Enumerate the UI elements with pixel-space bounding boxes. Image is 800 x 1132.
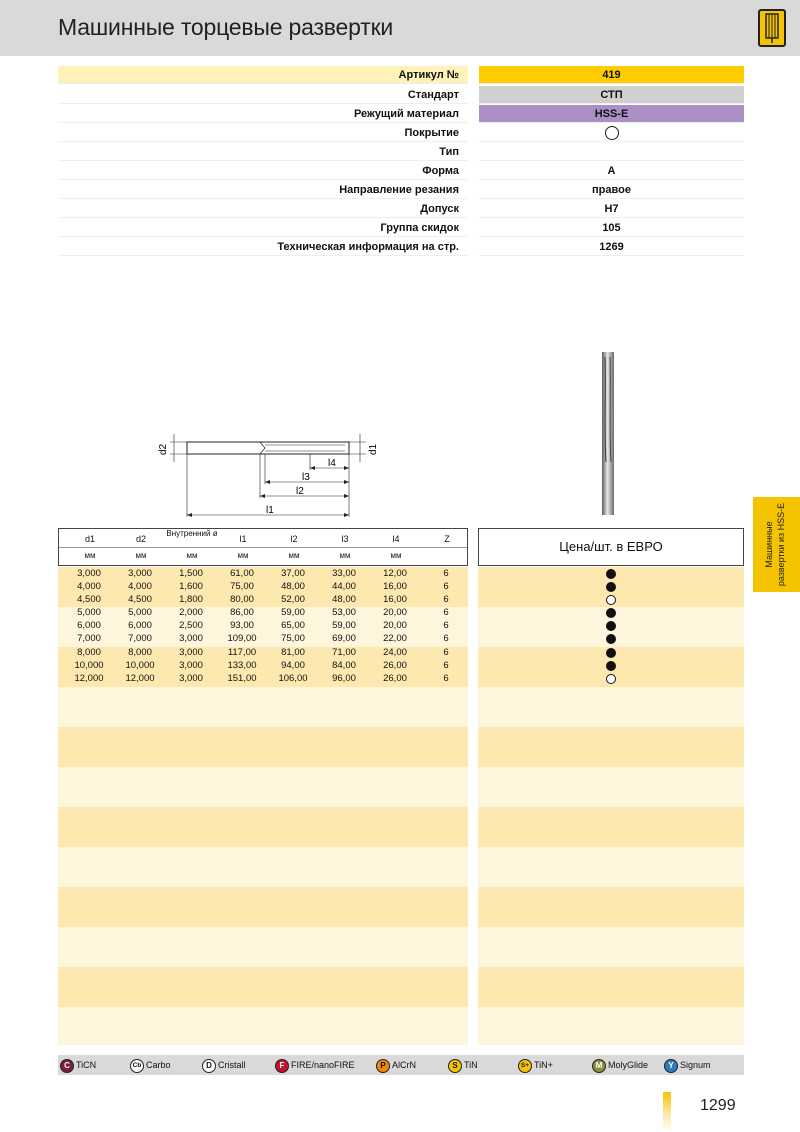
table-cell: 44,00 bbox=[332, 581, 356, 592]
table-cell: 4,500 bbox=[77, 594, 101, 605]
table-cell: 3,000 bbox=[179, 673, 203, 684]
table-cell: 3,000 bbox=[179, 633, 203, 644]
spec-row bbox=[58, 181, 744, 200]
section-tab bbox=[753, 497, 800, 592]
availability-filled-icon bbox=[606, 661, 616, 671]
legend-label: TiCN bbox=[76, 1060, 97, 1070]
coating-badge-icon: M bbox=[592, 1059, 606, 1073]
table-cell: 133,00 bbox=[227, 660, 257, 671]
spec-row bbox=[58, 143, 744, 162]
spec-value bbox=[479, 143, 744, 161]
price-band bbox=[478, 1007, 744, 1045]
spec-label: Тип bbox=[58, 143, 468, 161]
table-cell: 48,00 bbox=[281, 581, 305, 592]
availability-filled-icon bbox=[606, 634, 616, 644]
spec-label: Покрытие bbox=[58, 124, 468, 142]
table-cell: 1,800 bbox=[179, 594, 203, 605]
column-unit: мм bbox=[339, 551, 351, 560]
reamer-icon bbox=[758, 9, 786, 47]
table-band bbox=[58, 847, 468, 887]
table-cell: 48,00 bbox=[332, 594, 356, 605]
column-unit: мм bbox=[288, 551, 300, 560]
table-cell: 80,00 bbox=[230, 594, 254, 605]
price-band bbox=[478, 687, 744, 727]
legend-item bbox=[448, 1058, 478, 1073]
table-cell: 2,000 bbox=[179, 607, 203, 618]
table-cell: 59,00 bbox=[281, 607, 305, 618]
table-cell: 20,00 bbox=[383, 607, 407, 618]
table-cell: 84,00 bbox=[332, 660, 356, 671]
table-cell: 65,00 bbox=[281, 620, 305, 631]
coating-badge-icon: S bbox=[448, 1059, 462, 1073]
spec-label: Допуск bbox=[58, 200, 468, 218]
legend-label: Cristall bbox=[218, 1060, 246, 1070]
coating-badge-icon: C bbox=[60, 1059, 74, 1073]
availability-filled-icon bbox=[606, 648, 616, 658]
table-band bbox=[58, 807, 468, 847]
table-cell: 151,00 bbox=[227, 673, 257, 684]
table-band bbox=[58, 927, 468, 967]
table-cell: 5,000 bbox=[77, 607, 101, 618]
price-band bbox=[478, 767, 744, 807]
table-cell: 4,500 bbox=[128, 594, 152, 605]
table-cell: 12,000 bbox=[125, 673, 155, 684]
legend-item bbox=[518, 1058, 553, 1073]
legend-item bbox=[376, 1058, 416, 1073]
table-cell: 6 bbox=[443, 620, 449, 631]
column-header: d2 bbox=[135, 534, 146, 544]
column-header: l1 bbox=[239, 534, 247, 544]
table-cell: 75,00 bbox=[230, 581, 254, 592]
price-band bbox=[478, 967, 744, 1007]
dim-label-l1: l1 bbox=[266, 505, 274, 516]
table-band bbox=[58, 687, 468, 727]
table-cell: 53,00 bbox=[332, 607, 356, 618]
spec-label: Направление резания bbox=[58, 181, 468, 199]
table-cell: 16,00 bbox=[383, 581, 407, 592]
table-cell: 6 bbox=[443, 647, 449, 658]
table-cell: 33,00 bbox=[332, 568, 356, 579]
spec-value: правое bbox=[479, 181, 744, 199]
spec-row bbox=[58, 66, 744, 85]
empty-circle-icon bbox=[605, 126, 619, 140]
dim-label-d1: d1 bbox=[368, 443, 379, 455]
coating-badge-icon: F bbox=[275, 1059, 289, 1073]
spec-row bbox=[58, 219, 744, 238]
table-cell: 16,00 bbox=[383, 594, 407, 605]
table-cell: 69,00 bbox=[332, 633, 356, 644]
spec-label: Техническая информация на стр. bbox=[58, 238, 468, 256]
table-cell: 7,000 bbox=[128, 633, 152, 644]
column-unit: мм bbox=[237, 551, 249, 560]
table-cell: 106,00 bbox=[278, 673, 308, 684]
column-header: d1 bbox=[84, 534, 95, 544]
table-cell: 8,000 bbox=[128, 647, 152, 658]
table-cell: 1,600 bbox=[179, 581, 203, 592]
column-unit: мм bbox=[390, 551, 402, 560]
price-band bbox=[478, 807, 744, 847]
price-header: Цена/шт. в ЕВРО bbox=[478, 528, 744, 566]
table-cell: 61,00 bbox=[230, 568, 254, 579]
table-cell: 6 bbox=[443, 607, 449, 618]
page-header bbox=[0, 0, 800, 56]
coating-badge-icon: D bbox=[202, 1059, 216, 1073]
dim-label-d2: d2 bbox=[158, 443, 169, 455]
spec-value: 105 bbox=[479, 219, 744, 237]
table-cell: 3,000 bbox=[179, 647, 203, 658]
table-cell: 6 bbox=[443, 581, 449, 592]
table-cell: 6 bbox=[443, 568, 449, 579]
legend-item bbox=[592, 1058, 648, 1073]
table-cell: 4,000 bbox=[77, 581, 101, 592]
legend-label: TiN+ bbox=[534, 1060, 553, 1070]
spec-value: A bbox=[479, 162, 744, 180]
table-cell: 109,00 bbox=[227, 633, 257, 644]
column-unit: мм bbox=[84, 551, 96, 560]
legend-label: Carbo bbox=[146, 1060, 171, 1070]
legend-item bbox=[275, 1058, 355, 1073]
legend-item bbox=[202, 1058, 246, 1073]
spec-label: Режущий материал bbox=[58, 105, 468, 123]
section-tab-line1: Машинные bbox=[764, 521, 774, 568]
table-cell: 37,00 bbox=[281, 568, 305, 579]
spec-label: Группа скидок bbox=[58, 219, 468, 237]
spec-row bbox=[58, 200, 744, 219]
table-cell: 52,00 bbox=[281, 594, 305, 605]
table-cell: 59,00 bbox=[332, 620, 356, 631]
table-cell: 75,00 bbox=[281, 633, 305, 644]
spec-label: Стандарт bbox=[58, 86, 468, 104]
table-cell: 12,000 bbox=[74, 673, 104, 684]
table-cell: 3,000 bbox=[179, 660, 203, 671]
availability-open-icon bbox=[606, 674, 616, 684]
coating-badge-icon: Cb bbox=[130, 1059, 144, 1073]
column-unit: мм bbox=[186, 551, 198, 560]
table-cell: 6 bbox=[443, 660, 449, 671]
page-number: 1299 bbox=[700, 1097, 736, 1114]
legend-label: AlCrN bbox=[392, 1060, 416, 1070]
table-cell: 26,00 bbox=[383, 660, 407, 671]
legend-label: TiN bbox=[464, 1060, 478, 1070]
table-cell: 4,000 bbox=[128, 581, 152, 592]
table-cell: 71,00 bbox=[332, 647, 356, 658]
spec-value: HSS-E bbox=[479, 105, 744, 123]
table-cell: 3,000 bbox=[128, 568, 152, 579]
spec-row bbox=[58, 124, 744, 143]
spec-row bbox=[58, 86, 744, 105]
column-header: Внутренний ø bbox=[166, 529, 218, 538]
price-band bbox=[478, 887, 744, 927]
table-cell: 94,00 bbox=[281, 660, 305, 671]
table-cell: 3,000 bbox=[77, 568, 101, 579]
price-band bbox=[478, 927, 744, 967]
table-cell: 86,00 bbox=[230, 607, 254, 618]
dim-label-l4: l4 bbox=[328, 458, 336, 469]
legend-item bbox=[60, 1058, 96, 1073]
spec-label: Форма bbox=[58, 162, 468, 180]
page-marker bbox=[663, 1092, 671, 1132]
column-unit: мм bbox=[135, 551, 147, 560]
spec-value: 419 bbox=[479, 66, 744, 84]
price-band bbox=[478, 847, 744, 887]
table-cell: 24,00 bbox=[383, 647, 407, 658]
column-header: l3 bbox=[341, 534, 349, 544]
table-cell: 5,000 bbox=[128, 607, 152, 618]
table-cell: 20,00 bbox=[383, 620, 407, 631]
table-cell: 96,00 bbox=[332, 673, 356, 684]
table-band bbox=[58, 967, 468, 1007]
spec-row bbox=[58, 238, 744, 257]
column-header: l2 bbox=[290, 534, 298, 544]
column-header: l4 bbox=[392, 534, 400, 544]
table-band bbox=[58, 727, 468, 767]
table-cell: 6,000 bbox=[128, 620, 152, 631]
dim-label-l2: l2 bbox=[296, 486, 304, 497]
table-cell: 26,00 bbox=[383, 673, 407, 684]
table-cell: 6 bbox=[443, 633, 449, 644]
availability-filled-icon bbox=[606, 621, 616, 631]
legend-label: FIRE/nanoFIRE bbox=[291, 1060, 355, 1070]
price-band bbox=[478, 727, 744, 767]
table-band bbox=[58, 1007, 468, 1045]
coating-legend bbox=[58, 1055, 744, 1075]
legend-label: MolyGlide bbox=[608, 1060, 649, 1070]
column-header: Z bbox=[444, 534, 450, 544]
dim-label-l3: l3 bbox=[302, 472, 310, 483]
table-band bbox=[58, 887, 468, 927]
table-cell: 117,00 bbox=[227, 647, 257, 658]
spec-label: Артикул № bbox=[58, 66, 468, 84]
table-cell: 7,000 bbox=[77, 633, 101, 644]
spec-value: СТП bbox=[479, 86, 744, 104]
table-cell: 6,000 bbox=[77, 620, 101, 631]
coating-badge-icon: P bbox=[376, 1059, 390, 1073]
table-cell: 6 bbox=[443, 594, 449, 605]
table-cell: 93,00 bbox=[230, 620, 254, 631]
spec-row bbox=[58, 105, 744, 124]
legend-label: Signum bbox=[680, 1060, 711, 1070]
table-header bbox=[58, 528, 468, 566]
spec-value: 1269 bbox=[479, 238, 744, 256]
table-cell: 1,500 bbox=[179, 568, 203, 579]
table-cell: 2,500 bbox=[179, 620, 203, 631]
coating-badge-icon: S+ bbox=[518, 1059, 532, 1073]
legend-item bbox=[130, 1058, 171, 1073]
table-cell: 22,00 bbox=[383, 633, 407, 644]
section-tab-line2: развертки из HSS-E bbox=[776, 502, 786, 587]
table-cell: 8,000 bbox=[77, 647, 101, 658]
availability-filled-icon bbox=[606, 582, 616, 592]
availability-filled-icon bbox=[606, 569, 616, 579]
spec-value: H7 bbox=[479, 200, 744, 218]
availability-open-icon bbox=[606, 595, 616, 605]
spec-row bbox=[58, 162, 744, 181]
spec-value bbox=[479, 124, 744, 142]
reamer-photo bbox=[596, 352, 620, 515]
table-cell: 10,000 bbox=[125, 660, 155, 671]
technical-drawing bbox=[150, 420, 380, 525]
legend-item bbox=[664, 1058, 711, 1073]
page-title: Машинные торцевые развертки bbox=[58, 14, 394, 40]
table-cell: 6 bbox=[443, 673, 449, 684]
table-cell: 10,000 bbox=[74, 660, 104, 671]
table-band bbox=[58, 767, 468, 807]
table-cell: 81,00 bbox=[281, 647, 305, 658]
header-divider bbox=[59, 547, 467, 548]
availability-filled-icon bbox=[606, 608, 616, 618]
coating-badge-icon: Y bbox=[664, 1059, 678, 1073]
table-cell: 12,00 bbox=[383, 568, 407, 579]
